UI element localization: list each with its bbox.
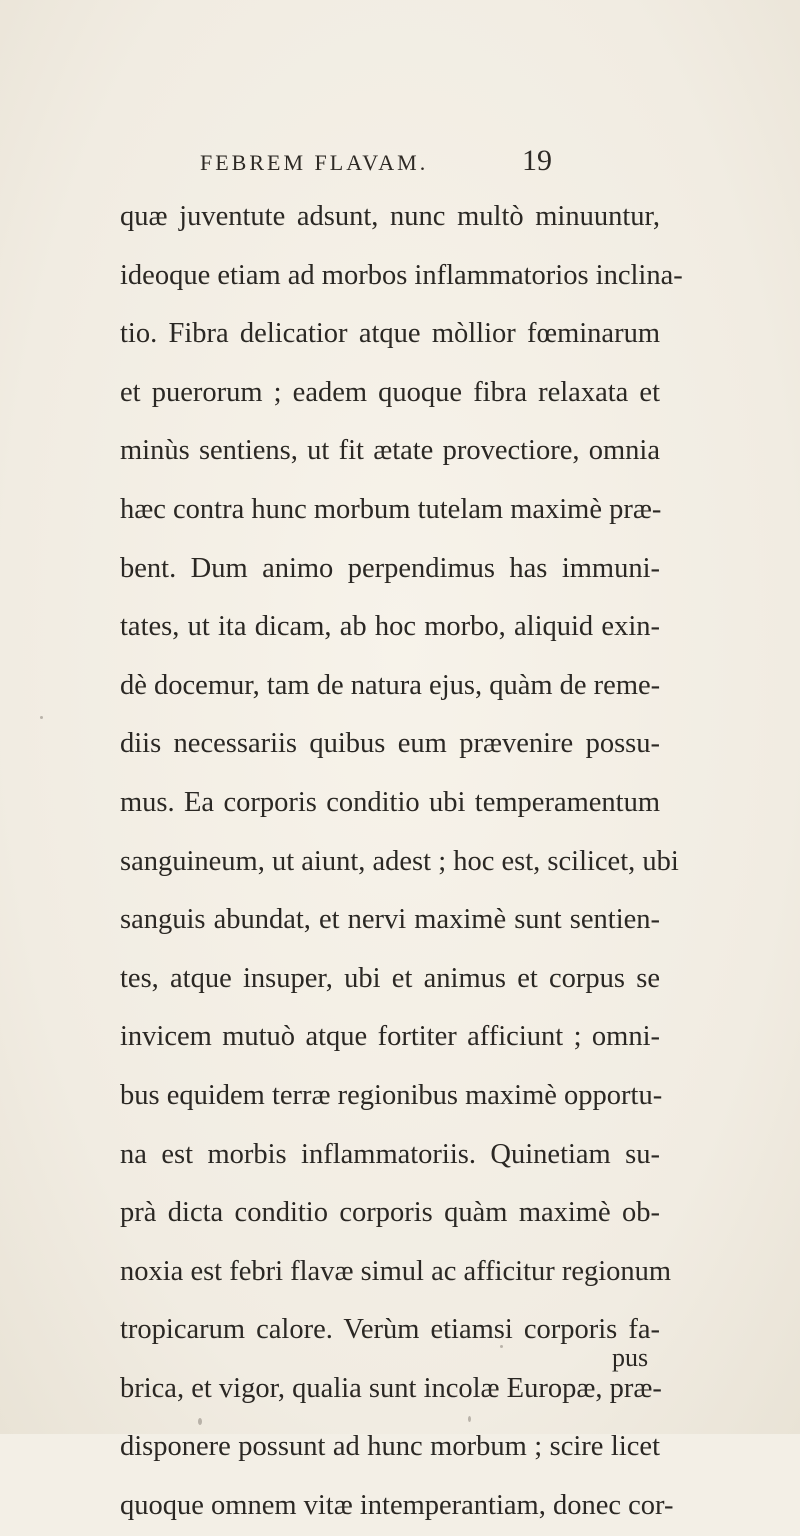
text-line: prà dicta conditio corporis quàm maximè ob- <box>120 1197 660 1229</box>
text-line: minùs sentiens, ut fit ætate provectiore, omnia <box>120 435 660 467</box>
text-line: noxia est febri flavæ simul ac afficitur regionum <box>120 1255 672 1287</box>
text-line: et puerorum ; eadem quoque fibra relaxata et <box>120 376 660 408</box>
paper-speck <box>468 1416 471 1422</box>
text-line: quoque omnem vitæ intemperantiam, donec cor- <box>120 1490 674 1522</box>
text-line: ideoque etiam ad morbos inflammatorios inclina- <box>120 259 683 291</box>
text-line: brica, et vigor, qualia sunt incolæ Europæ, præ- <box>120 1372 662 1404</box>
text-line: na est morbis inflammatoriis. Quinetiam su- <box>120 1138 660 1170</box>
text-line: quæ juventute adsunt, nunc multò minuuntur, <box>120 201 660 232</box>
text-line: tes, atque insuper, ubi et animus et corpus se <box>120 962 660 994</box>
page-number: 19 <box>522 144 552 177</box>
body-text <box>120 188 683 1536</box>
running-title: FEBREM FLAVAM. <box>200 150 429 175</box>
text-line: tates, ut ita dicam, ab hoc morbo, aliquid exin- <box>120 611 660 643</box>
paper-speck <box>198 1418 202 1425</box>
text-line: disponere possunt ad hunc morbum ; scire licet <box>120 1431 660 1463</box>
text-line: sanguineum, ut aiunt, adest ; hoc est, scilicet, ubi <box>120 845 679 877</box>
catchword: pus <box>612 1343 649 1372</box>
text-line: mus. Ea corporis conditio ubi temperamentum <box>120 786 660 818</box>
paper-speck <box>40 716 43 719</box>
running-head <box>200 144 600 180</box>
text-line: bus equidem terræ regionibus maximè opportu- <box>120 1079 663 1111</box>
text-line: tio. Fibra delicatior atque mòllior fœminarum <box>120 318 660 350</box>
text-line: tropicarum calore. Verùm etiamsi corporis fa- <box>120 1314 660 1346</box>
text-line: diis necessariis quibus eum prævenire possu- <box>120 728 660 760</box>
text-line: invicem mutuò atque fortiter afficiunt ; omni- <box>120 1021 660 1053</box>
text-line: bent. Dum animo perpendimus has immuni- <box>120 552 660 584</box>
paper-speck <box>500 1345 503 1348</box>
text-line: sanguis abundat, et nervi maximè sunt sentien- <box>120 904 660 936</box>
text-line: dè docemur, tam de natura ejus, quàm de reme- <box>120 669 661 701</box>
text-line: hæc contra hunc morbum tutelam maximè præ- <box>120 493 662 525</box>
